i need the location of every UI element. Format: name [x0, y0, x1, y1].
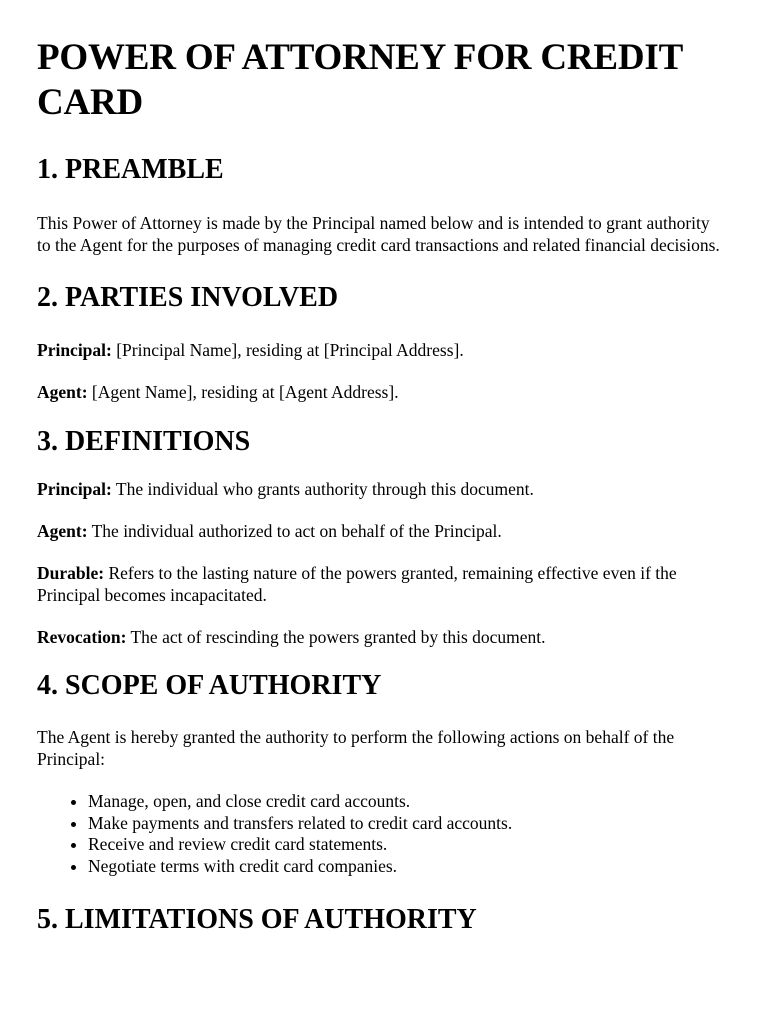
party-agent — [37, 381, 727, 403]
scope-list — [37, 791, 727, 878]
list-item: • Manage, open, and close credit card accounts. — [88, 791, 727, 813]
section-heading-definitions: 3. DEFINITIONS — [37, 426, 251, 457]
definition-text: The act of rescinding the powers granted by this document. — [126, 627, 546, 647]
party-text: [Principal Name], residing at [Principal Address]. — [111, 340, 464, 360]
section-heading-parties: 2. PARTIES INVOLVED — [37, 282, 339, 313]
definition-text: The individual who grants authority through this document. — [111, 479, 534, 499]
definition-agent — [37, 520, 727, 542]
definition-durable — [37, 562, 727, 606]
list-item: • Receive and review credit card statements. — [88, 834, 727, 856]
definition-text: The individual authorized to act on behalf of the Principal. — [87, 521, 502, 541]
list-item: • Make payments and transfers related to credit card accounts. — [88, 813, 727, 835]
document-page — [37, 0, 727, 937]
party-principal — [37, 339, 727, 361]
definition-text: Refers to the lasting nature of the powers granted, remaining effective even if the Principal becomes incapacitated. — [37, 563, 677, 605]
definition-term: Principal: — [37, 479, 112, 499]
definition-term: Durable: — [37, 563, 105, 583]
section-heading-scope: 4. SCOPE OF AUTHORITY — [37, 670, 382, 701]
section-heading-preamble: 1. PREAMBLE — [37, 154, 224, 185]
definition-term: Agent: — [37, 521, 88, 541]
definition-revocation — [37, 626, 727, 648]
preamble-text: This Power of Attorney is made by the Principal named below and is intended to grant authority to the Agent for the purposes of managing credit card transactions and related financial decisions. — [37, 213, 720, 255]
section-heading-limitations: 5. LIMITATIONS OF AUTHORITY — [37, 903, 477, 935]
definition-term: Revocation: — [37, 627, 127, 647]
party-term: Agent: — [37, 382, 88, 402]
scope-intro: The Agent is hereby granted the authority to perform the following actions on behalf of the Principal: — [37, 727, 675, 769]
document-title: POWER OF ATTORNEY FOR CREDIT CARD — [37, 37, 683, 123]
party-text: [Agent Name], residing at [Agent Address]. — [87, 382, 399, 402]
definition-principal — [37, 478, 727, 500]
list-item: • Negotiate terms with credit card companies. — [88, 856, 727, 878]
party-term: Principal: — [37, 340, 112, 360]
